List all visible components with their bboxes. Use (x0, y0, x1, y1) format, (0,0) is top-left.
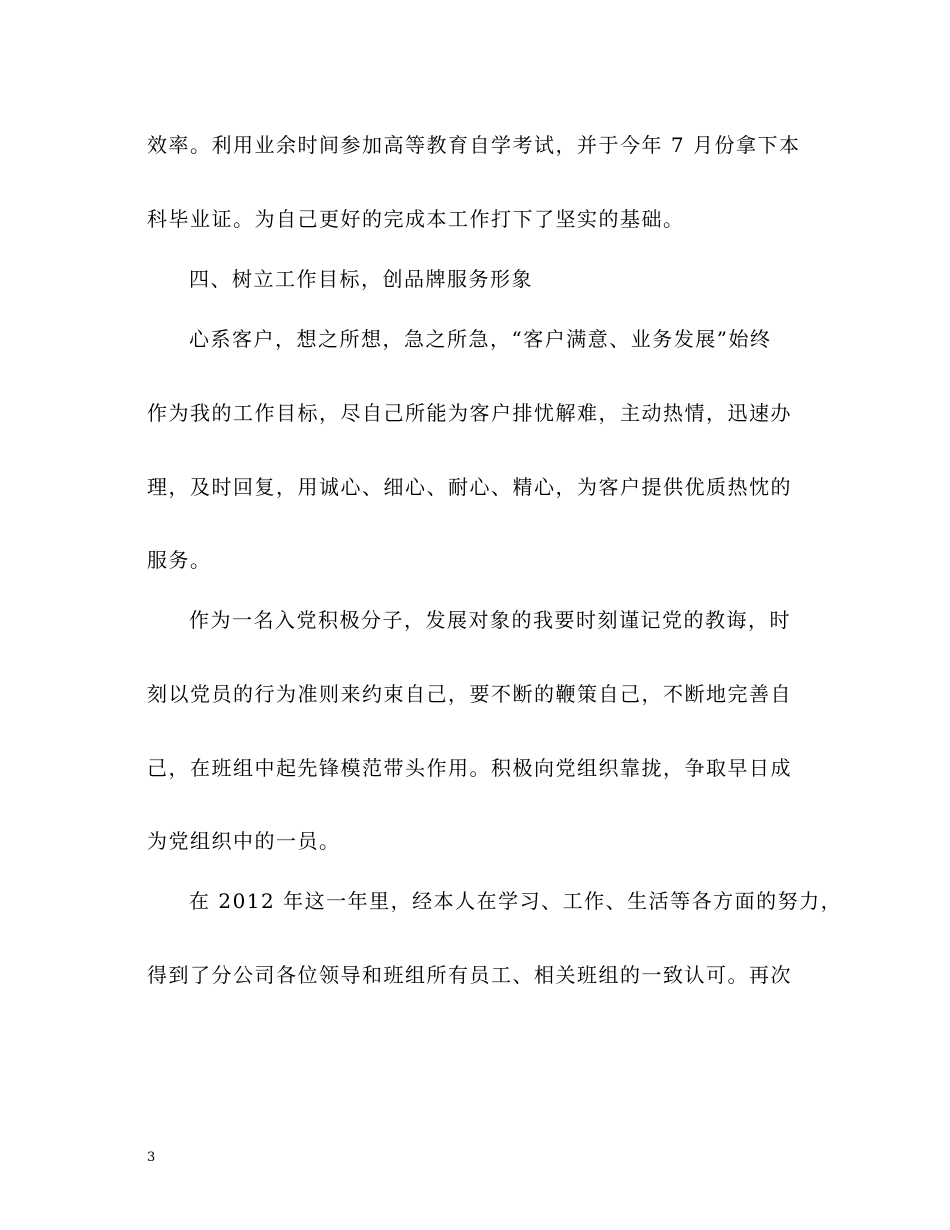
text-line: 作为一名入党积极分子，发展对象的我要时刻谨记党的教诲，时 (189, 608, 791, 632)
text-line: 效率。利用业余时间参加高等教育自学考试，并于今年 7 月份拿下本 (147, 133, 801, 157)
text-line: 理，及时回复，用诚心、细心、耐心、精心，为客户提供优质热忱的 (147, 475, 792, 499)
text-line: 在 2012 年这一年里，经本人在学习、工作、生活等各方面的努力， (189, 889, 843, 913)
text-line: 服务。 (147, 548, 212, 572)
section-heading: 四、树立工作目标，创品牌服务形象 (189, 267, 533, 291)
text-line: 心系客户，想之所想，急之所急，“客户满意、业务发展”始终 (189, 327, 772, 351)
text-line: 得到了分公司各位领导和班组所有员工、相关班组的一致认可。再次 (147, 963, 792, 987)
text-line: 己，在班组中起先锋模范带头作用。积极向党组织靠拢，争取早日成 (147, 756, 792, 780)
text-line: 刻以党员的行为准则来约束自己，要不断的鞭策自己，不断地完善自 (147, 682, 792, 706)
text-line: 作为我的工作目标，尽自己所能为客户排忧解难，主动热情，迅速办 (147, 401, 792, 425)
text-line: 科毕业证。为自己更好的完成本工作打下了坚实的基础。 (147, 207, 685, 231)
page-number: 3 (147, 1150, 156, 1165)
text-line: 为党组织中的一员。 (147, 829, 341, 853)
